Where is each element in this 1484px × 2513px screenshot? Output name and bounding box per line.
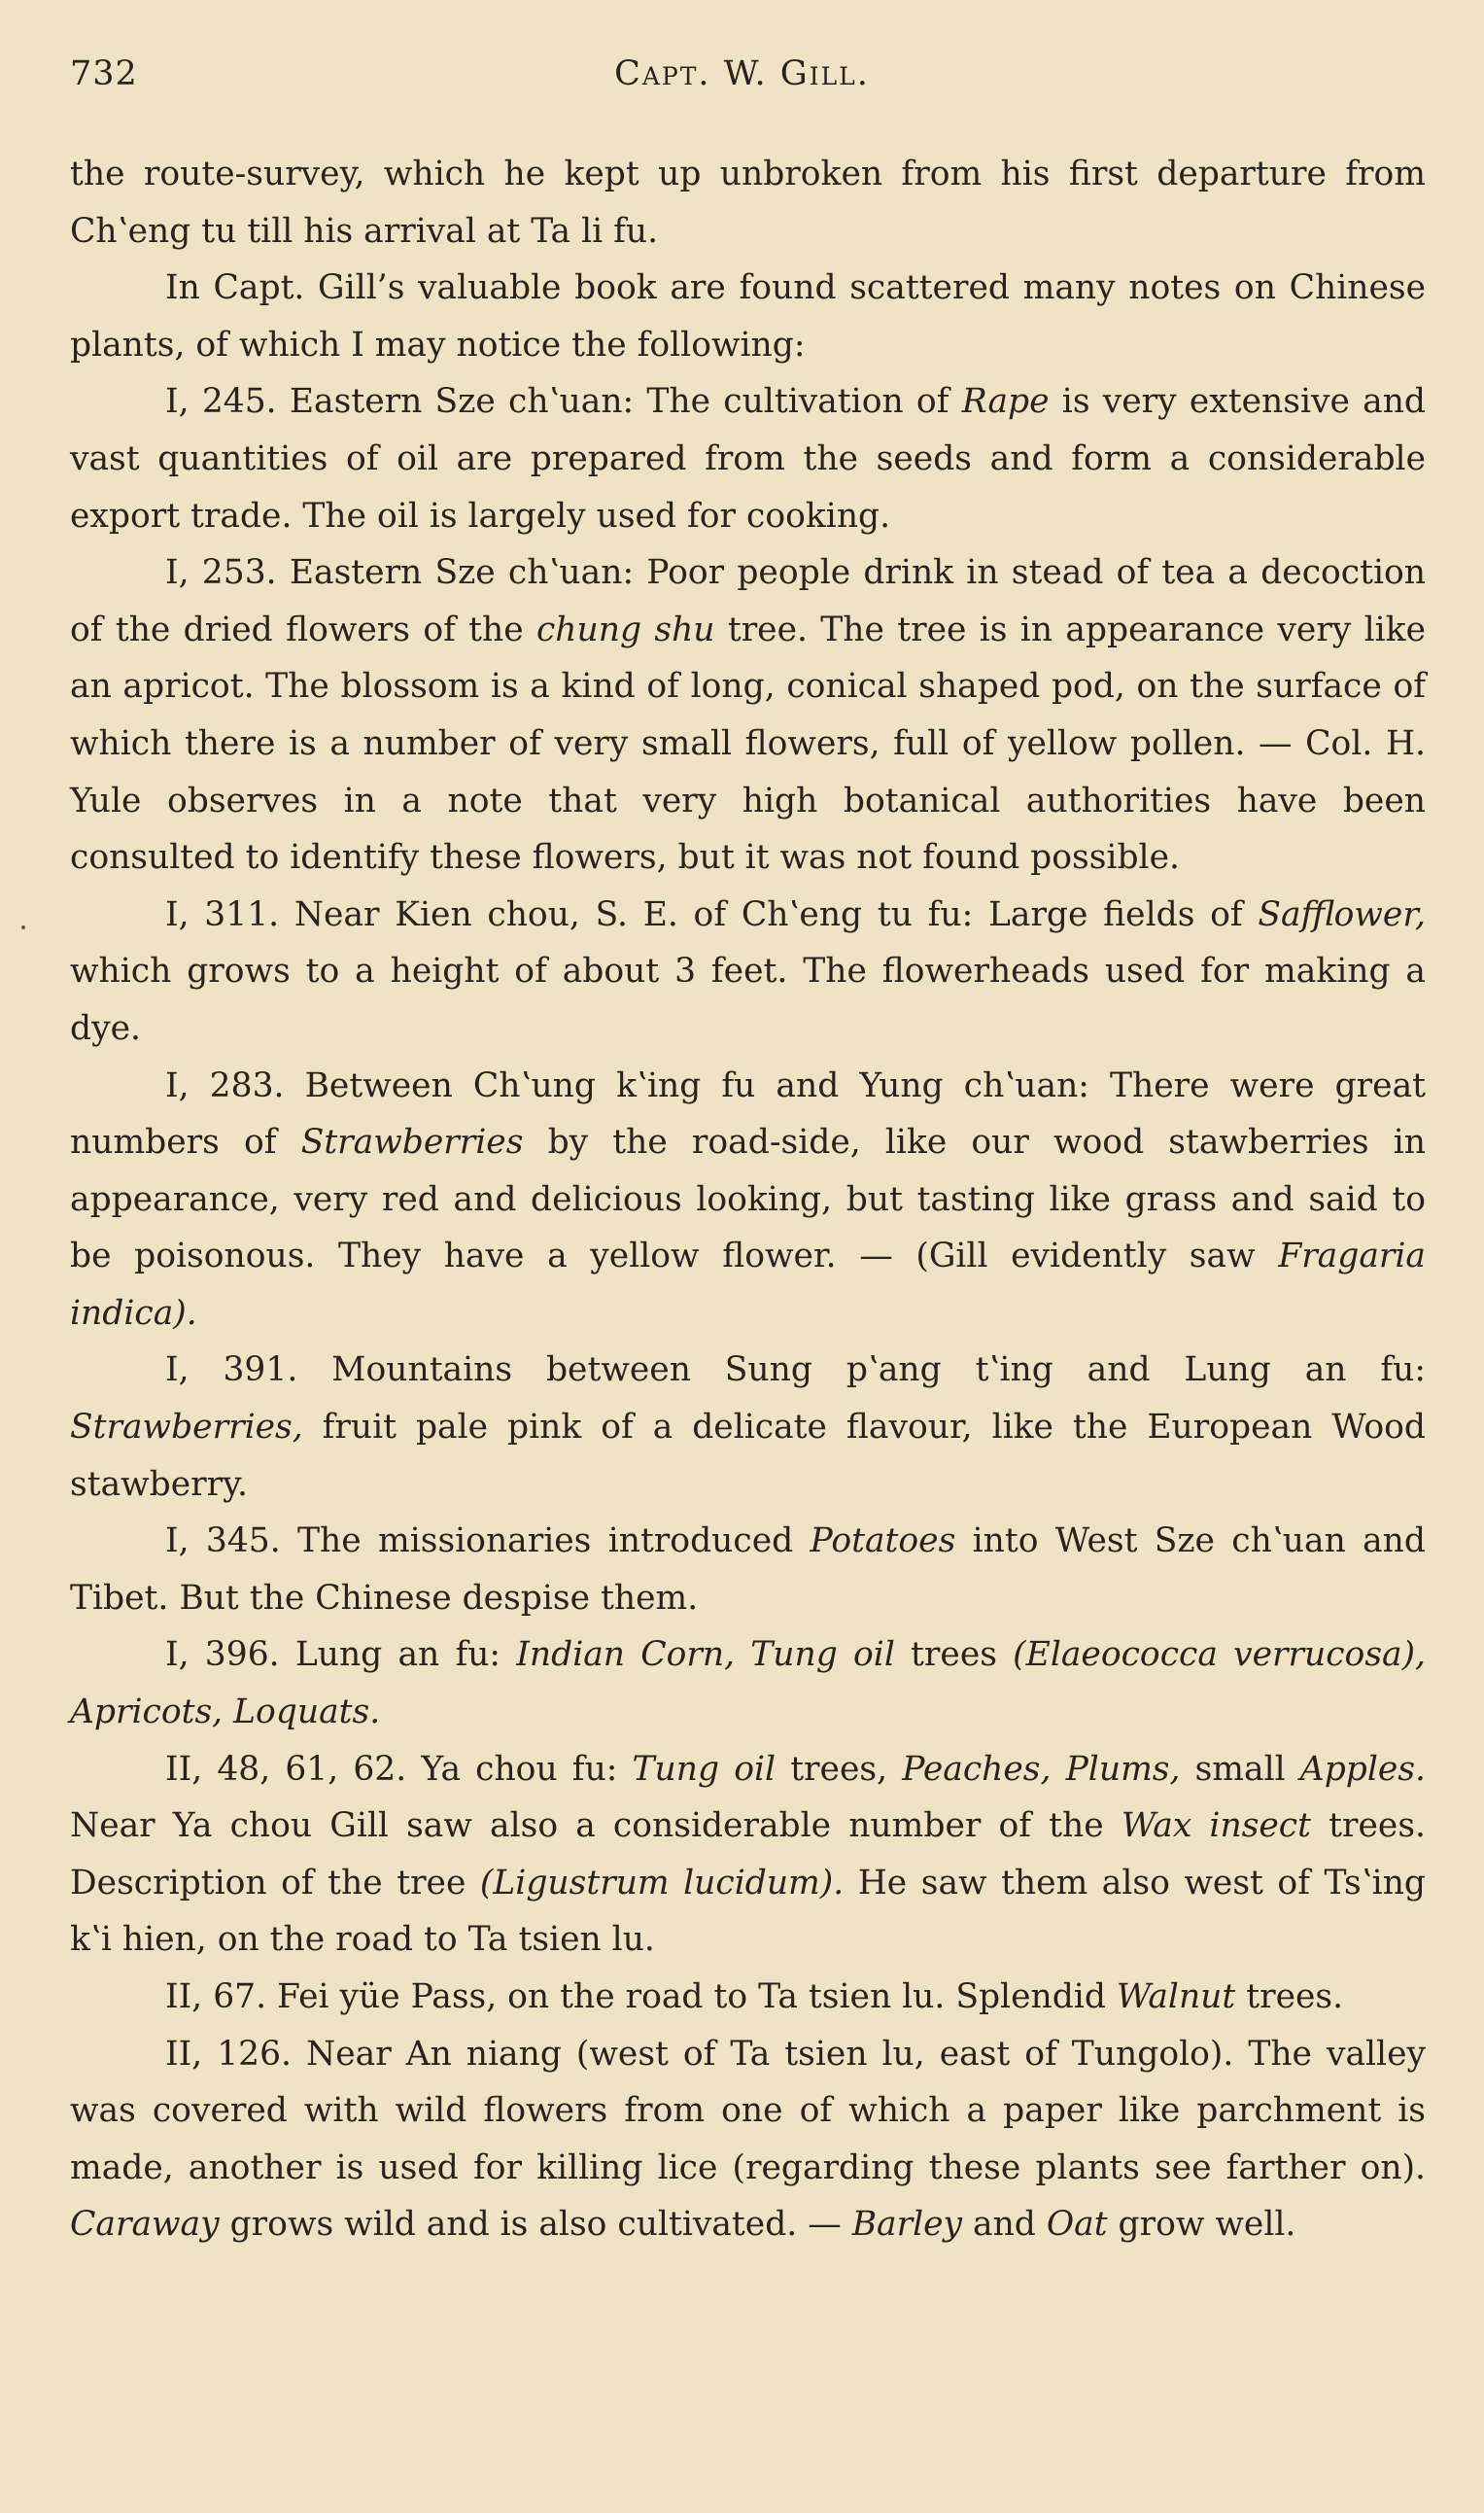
- paragraph: [70, 1741, 1426, 1969]
- italic-text: (Ligustrum lucidum).: [479, 1863, 845, 1902]
- italic-text: (Elaeococca verrucosa), Apricots, Loquats.: [70, 1635, 1427, 1732]
- italic-text: Barley: [851, 2205, 963, 2245]
- text-run: into West Sze chʽuan and Tibet. But the Chinese despise them.: [70, 1521, 1426, 1618]
- paragraph: [70, 544, 1426, 887]
- text-run: grow well.: [1107, 2205, 1296, 2245]
- italic-text: Walnut: [1116, 1977, 1236, 2016]
- text-run: by the road-side, like our wood stawberries in appearance, very red and delicious looking, but tasting like grass and said to be poisonous. They have a yellow flower. — (Gill evidently saw: [70, 1123, 1427, 1276]
- text-run: II, 126. Near An niang (west of Ta tsien lu, east of Tungolo). The valley was covered with wild flowers from one of which a paper like parchment is made, another is used for killing lice (regarding these plants see farther on).: [70, 2034, 1426, 2187]
- italic-text: Tung oil: [632, 1749, 777, 1789]
- text-run: trees: [894, 1635, 1014, 1675]
- page-number: 732: [70, 54, 138, 93]
- italic-text: Apples.: [1299, 1749, 1426, 1789]
- text-run: In Capt. Gill’s valuable book are found scattered many notes on Chinese plants, of which I may notice the following:: [70, 268, 1426, 365]
- paragraph: [70, 373, 1426, 544]
- italic-text: Fragaria indica).: [70, 1237, 1426, 1333]
- text-run: the route-survey, which he kept up unbroken from his first departure from Chʽeng tu till his arrival at Ta li fu.: [70, 155, 1426, 251]
- text-run: He saw them also west of Tsʽing kʽi hien, on the road to Ta tsien lu.: [70, 1863, 1427, 1960]
- text-run: II, 48, 61, 62. Ya chou fu:: [165, 1749, 633, 1789]
- text-run: I, 396. Lung an fu:: [165, 1635, 517, 1675]
- text-run: Near Ya chou Gill saw also a considerable number of the: [70, 1806, 1122, 1846]
- text-run: I, 391. Mountains between Sung pʽang tʽing and Lung an fu:: [165, 1350, 1426, 1390]
- text-run: I, 245. Eastern Sze chʽuan: The cultivation of: [165, 382, 962, 422]
- text-run: tree. The tree is in appearance very like an apricot. The blossom is a kind of long, conical shaped pod, on the surface of which there is a number of very small flowers, full of yellow pollen. — Col. H. Yule observes in a note that very high botanical authorities have been consulted to identify these flowers, but it was not found possible.: [70, 610, 1426, 878]
- text-run: trees,: [776, 1749, 903, 1789]
- paper-speck: [21, 925, 25, 929]
- paragraph: [70, 1513, 1426, 1626]
- paragraph: [70, 1626, 1426, 1740]
- text-run: grows wild and is also cultivated. —: [219, 2205, 852, 2245]
- text-run: trees. Description of the tree: [70, 1806, 1426, 1902]
- running-title: Capt. W. Gill.: [614, 54, 870, 93]
- text-run: I, 345. The missionaries introduced: [165, 1521, 811, 1561]
- paragraph: [70, 1058, 1426, 1343]
- italic-text: Peaches, Plums,: [902, 1749, 1181, 1789]
- italic-text: Safflower,: [1258, 894, 1426, 934]
- text-run: I, 283. Between Chʽung kʽing fu and Yung chʽuan: There were great numbers of: [70, 1065, 1426, 1163]
- text-run: and: [962, 2205, 1047, 2245]
- italic-text: Caraway: [70, 2205, 220, 2245]
- text-run: fruit pale pink of a delicate flavour, like the European Wood stawberry.: [70, 1408, 1426, 1504]
- body-text: [70, 146, 1426, 2253]
- text-run: small: [1180, 1749, 1300, 1789]
- italic-text: Indian Corn, Tung oil: [516, 1635, 895, 1675]
- paragraph: [70, 1342, 1426, 1513]
- text-run: trees.: [1235, 1977, 1344, 2016]
- paragraph: [70, 887, 1426, 1058]
- italic-text: chung shu: [535, 610, 715, 649]
- italic-text: Strawberries: [300, 1123, 524, 1163]
- text-run: is very extensive and vast quantities of oil are prepared from the seeds and form a considerable export trade. The oil is largely used for cooking.: [70, 382, 1426, 536]
- italic-text: Potatoes: [810, 1521, 956, 1561]
- text-run: I, 253. Eastern Sze chʽuan: Poor people drink in stead of tea a decoction of the dried flowers of the: [70, 553, 1426, 649]
- paragraph: [70, 1969, 1426, 2026]
- running-head: [70, 54, 1414, 113]
- paragraph: [70, 2026, 1426, 2253]
- text-run: II, 67. Fei yüe Pass, on the road to Ta tsien lu. Splendid: [165, 1977, 1117, 2016]
- italic-text: Oat: [1046, 2205, 1108, 2245]
- italic-text: Wax insect: [1121, 1806, 1311, 1846]
- italic-text: Rape: [961, 382, 1050, 422]
- paragraph: [70, 260, 1426, 373]
- italic-text: Strawberries,: [70, 1408, 303, 1448]
- text-run: I, 311. Near Kien chou, S. E. of Chʽeng tu fu: Large fields of: [165, 894, 1259, 934]
- text-run: which grows to a height of about 3 feet. The flowerheads used for making a dye.: [70, 952, 1426, 1048]
- paragraph: [70, 146, 1426, 260]
